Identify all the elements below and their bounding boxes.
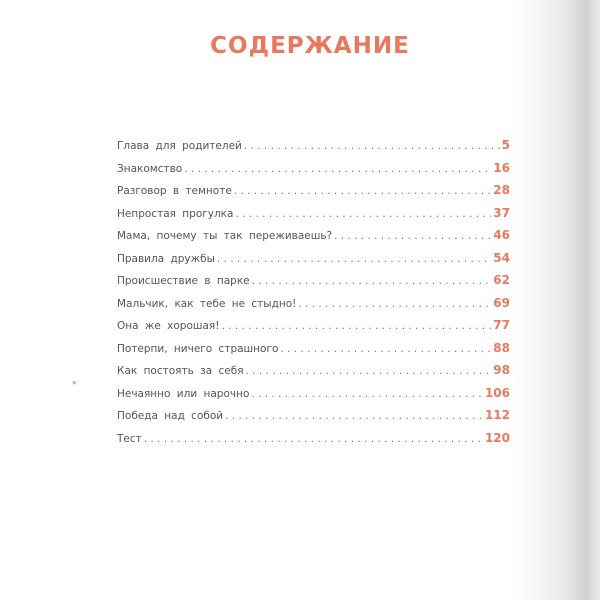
- leader-dots: [334, 230, 491, 242]
- toc-entry-label: Разговор в темноте: [117, 185, 232, 197]
- toc-entry[interactable]: [117, 161, 510, 184]
- toc-entry[interactable]: [117, 251, 510, 274]
- toc-entry[interactable]: [117, 228, 510, 251]
- toc-entry-label: Мама, почему ты так переживаешь?: [117, 230, 333, 242]
- toc-entry-label: Непростая прогулка: [117, 207, 234, 220]
- toc-entry[interactable]: [117, 408, 510, 431]
- toc-entry-label: Нечаянно или нарочно: [117, 387, 250, 400]
- toc-entry-page: 37: [493, 205, 510, 220]
- toc-entry-page: 28: [493, 183, 510, 197]
- toc-entry[interactable]: [117, 206, 510, 229]
- toc-entry-label: Происшествие в парке: [117, 275, 250, 287]
- leader-dots: [252, 275, 492, 287]
- toc-entry[interactable]: [117, 363, 510, 386]
- toc-entry-label: Глава для родителей: [117, 140, 242, 152]
- toc-entry-label: Тест: [117, 432, 142, 445]
- leader-dots: [235, 208, 491, 220]
- toc-entry-page: 54: [493, 250, 510, 265]
- toc-entry-page: 5: [501, 138, 510, 152]
- leader-dots: [221, 320, 491, 332]
- toc-entry[interactable]: [117, 138, 510, 161]
- toc-entry[interactable]: [117, 318, 510, 341]
- leader-dots: [298, 298, 491, 310]
- toc-entry-label: Правила дружбы: [117, 252, 215, 265]
- leader-dots: [144, 433, 483, 445]
- toc-entry[interactable]: [117, 341, 510, 364]
- leader-dots: [280, 343, 491, 355]
- toc-entry-page: 62: [493, 273, 510, 287]
- leader-dots: [244, 140, 500, 152]
- toc-entry-page: 98: [493, 363, 510, 377]
- toc-entry-page: 69: [493, 295, 510, 310]
- leader-dots: [184, 163, 491, 175]
- toc-entry-label: Мальчик, как тебе не стыдно!: [117, 297, 297, 310]
- toc-entry-page: 46: [493, 228, 510, 242]
- toc-entry-label: Она же хорошая!: [117, 320, 220, 332]
- leader-dots: [234, 185, 492, 197]
- leader-dots: [246, 365, 492, 377]
- page-title: СОДЕРЖАНИЕ: [210, 33, 410, 59]
- toc-entry-label: Потерпи, ничего страшного: [117, 342, 279, 355]
- toc-entry-page: 112: [484, 408, 510, 422]
- toc-entry[interactable]: [117, 431, 510, 454]
- leader-dots: [251, 388, 483, 400]
- table-of-contents: [117, 138, 510, 453]
- toc-entry-page: 120: [484, 430, 510, 445]
- toc-entry-page: 77: [493, 318, 510, 332]
- toc-entry[interactable]: [117, 273, 510, 296]
- toc-entry-page: 88: [493, 340, 510, 355]
- page-gutter-shadow: [510, 0, 600, 600]
- leader-dots: [225, 410, 483, 422]
- toc-entry[interactable]: [117, 296, 510, 319]
- toc-entry-label: Как постоять за себя: [117, 365, 244, 377]
- toc-entry[interactable]: [117, 183, 510, 206]
- toc-entry[interactable]: [117, 386, 510, 409]
- toc-entry-page: 16: [493, 160, 510, 175]
- toc-entry-page: 106: [484, 385, 510, 400]
- toc-entry-label: Победа над собой: [117, 410, 224, 422]
- toc-entry-label: Знакомство: [117, 162, 183, 175]
- scan-mark: *: [72, 380, 77, 390]
- leader-dots: [217, 253, 491, 265]
